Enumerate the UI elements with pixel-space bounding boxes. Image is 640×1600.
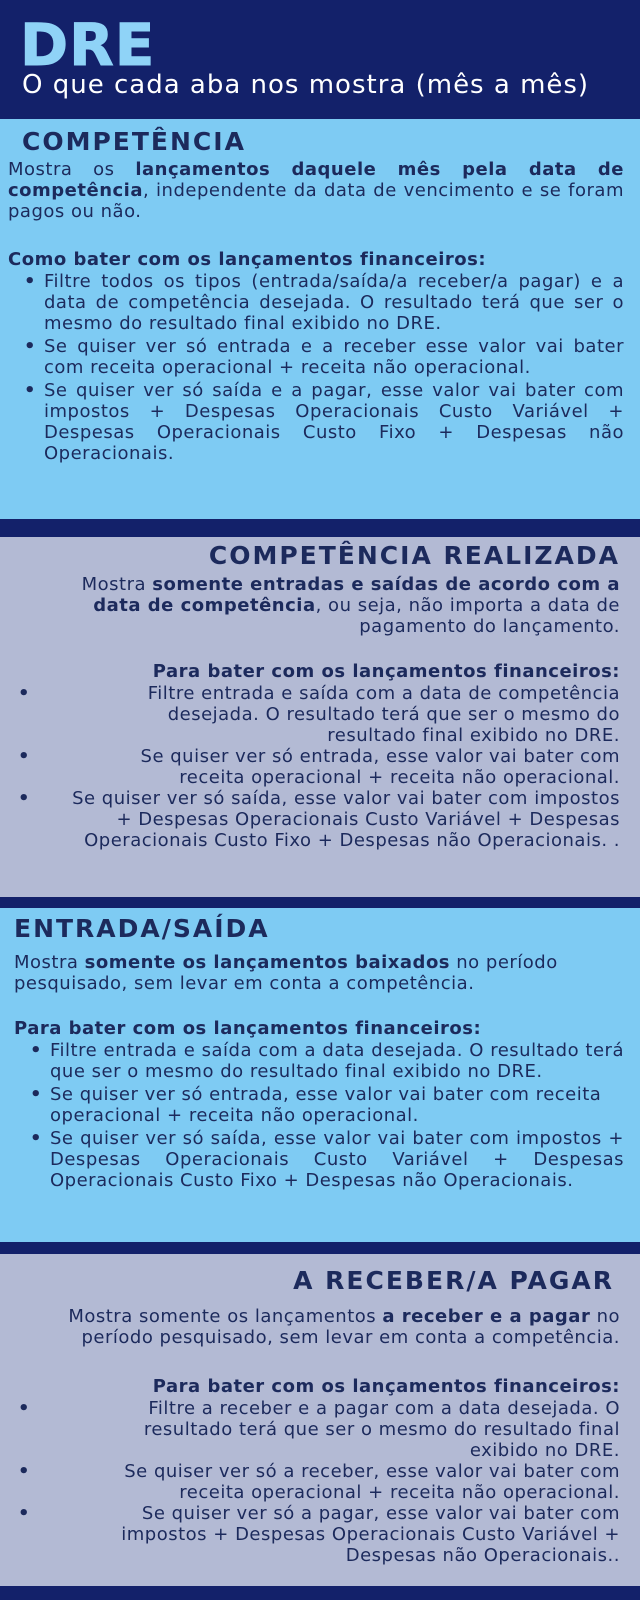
bullet-text: Filtre a receber e a pagar com a data desejada. O resultado terá que ser o mesmo do resultado final exibido no DRE.	[143, 1398, 620, 1461]
section-title: COMPETÊNCIA	[22, 127, 246, 156]
bullet-dot: •	[30, 1084, 43, 1105]
bullet-text: Se quiser ver só entrada, esse valor vai bater com receita operacional + receita não operacional.	[140, 746, 620, 788]
bullet-dot: •	[18, 746, 31, 767]
list-item	[24, 336, 624, 378]
list-item	[30, 1128, 624, 1191]
intro-text: Mostra somente os lançamentos	[68, 1306, 383, 1327]
list-item	[18, 788, 620, 851]
section-intro	[60, 574, 620, 637]
section-competencia-realizada	[0, 537, 640, 897]
intro-text: , independente da data de vencimento e se foram pagos ou não.	[8, 180, 624, 222]
section-subheading: Como bater com os lançamentos financeiros:	[8, 249, 487, 270]
list-item	[30, 1040, 624, 1082]
bullet-text: Se quiser ver só entrada, esse valor vai bater com receita operacional + receita não operacional.	[50, 1084, 602, 1126]
section-subheading: Para bater com os lançamentos financeiros:	[152, 1376, 620, 1397]
bullet-dot: •	[18, 683, 31, 704]
bullet-dot: •	[30, 1040, 43, 1061]
page-header	[0, 0, 640, 119]
list-item	[18, 746, 620, 788]
bullet-dot: •	[24, 380, 37, 401]
section-title: ENTRADA/SAÍDA	[14, 914, 270, 943]
section-competencia	[0, 119, 640, 519]
bullet-dot: •	[24, 271, 37, 292]
bullet-text: Se quiser ver só a receber, esse valor vai bater com receita operacional + receita não operacional.	[124, 1461, 620, 1503]
section-intro	[10, 1306, 620, 1348]
intro-text: Mostra	[81, 574, 153, 595]
intro-text: , ou seja, não importa a data de pagamento do lançamento.	[315, 595, 620, 637]
intro-text: Mostra	[14, 952, 85, 973]
section-subheading: Para bater com os lançamentos financeiros:	[152, 661, 620, 682]
list-item	[24, 271, 624, 334]
bullet-dot: •	[24, 336, 37, 357]
bullet-text: Se quiser ver só saída, esse valor vai bater com impostos + Despesas Operacionais Custo Variável + Despesas Operacionais Custo Fixo + Despesas não Operacionais. .	[72, 788, 620, 851]
bullet-list	[18, 1398, 620, 1566]
bullet-text: Se quiser ver só a pagar, esse valor vai bater com impostos + Despesas Operacionais Custo Variável + Despesas não Operacionais..	[121, 1503, 620, 1566]
bullet-dot: •	[30, 1128, 43, 1149]
intro-highlight: lançamentos daquele mês pela data de competência	[8, 159, 624, 201]
section-subheading: Para bater com os lançamentos financeiros:	[14, 1018, 482, 1039]
intro-highlight: a receber e a pagar	[382, 1306, 591, 1327]
bullet-text: Filtre entrada e saída com a data desejada. O resultado terá que ser o mesmo do resultado final exibido no DRE.	[50, 1040, 624, 1082]
bullet-text: Se quiser ver só saída e a pagar, esse valor vai bater com impostos + Despesas Operacionais Custo Variável + Despesas Operacionais Custo Fixo + Despesas não Operacionais.	[44, 380, 624, 464]
bullet-dot: •	[18, 1503, 31, 1524]
section-a-receber-a-pagar	[0, 1254, 640, 1586]
bullet-text: Filtre entrada e saída com a data de competência desejada. O resultado terá que ser o mesmo do resultado final exibido no DRE.	[147, 683, 620, 746]
bullet-list	[24, 271, 624, 464]
bullet-text: Se quiser ver só entrada e a receber esse valor vai bater com receita operacional + receita não operacional.	[44, 336, 624, 378]
list-item	[30, 1084, 624, 1126]
bullet-text: Filtre todos os tipos (entrada/saída/a receber/a pagar) e a data de competência desejada. O resultado terá que ser o mesmo do resultado final exibido no DRE.	[44, 271, 624, 334]
bullet-dot: •	[18, 1398, 31, 1419]
page-subtitle: O que cada aba nos mostra (mês a mês)	[22, 70, 590, 100]
intro-text: no período pesquisado, sem levar em conta a competência.	[81, 1306, 620, 1348]
bullet-dot: •	[18, 1461, 31, 1482]
section-intro	[14, 952, 624, 994]
bullet-list	[30, 1040, 624, 1191]
list-item	[18, 1398, 620, 1461]
list-item	[18, 683, 620, 746]
page-title: DRE	[20, 11, 156, 79]
intro-text: Mostra os	[8, 159, 136, 180]
section-entrada-saida	[0, 908, 640, 1242]
bullet-list	[18, 683, 620, 851]
intro-highlight: somente entradas e saídas de acordo com a data de competência	[93, 574, 620, 616]
list-item	[18, 1461, 620, 1503]
list-item	[24, 380, 624, 464]
section-intro	[8, 159, 624, 222]
intro-highlight: somente os lançamentos baixados	[84, 952, 451, 973]
section-title: A RECEBER/A PAGAR	[293, 1266, 614, 1295]
section-title: COMPETÊNCIA REALIZADA	[208, 541, 620, 570]
list-item	[18, 1503, 620, 1566]
bullet-dot: •	[18, 788, 31, 809]
bullet-text: Se quiser ver só saída, esse valor vai bater com impostos + Despesas Operacionais Custo Variável + Despesas Operacionais Custo Fixo + Despesas não Operacionais.	[50, 1128, 624, 1191]
intro-text: no período pesquisado, sem levar em conta a competência.	[14, 952, 558, 994]
